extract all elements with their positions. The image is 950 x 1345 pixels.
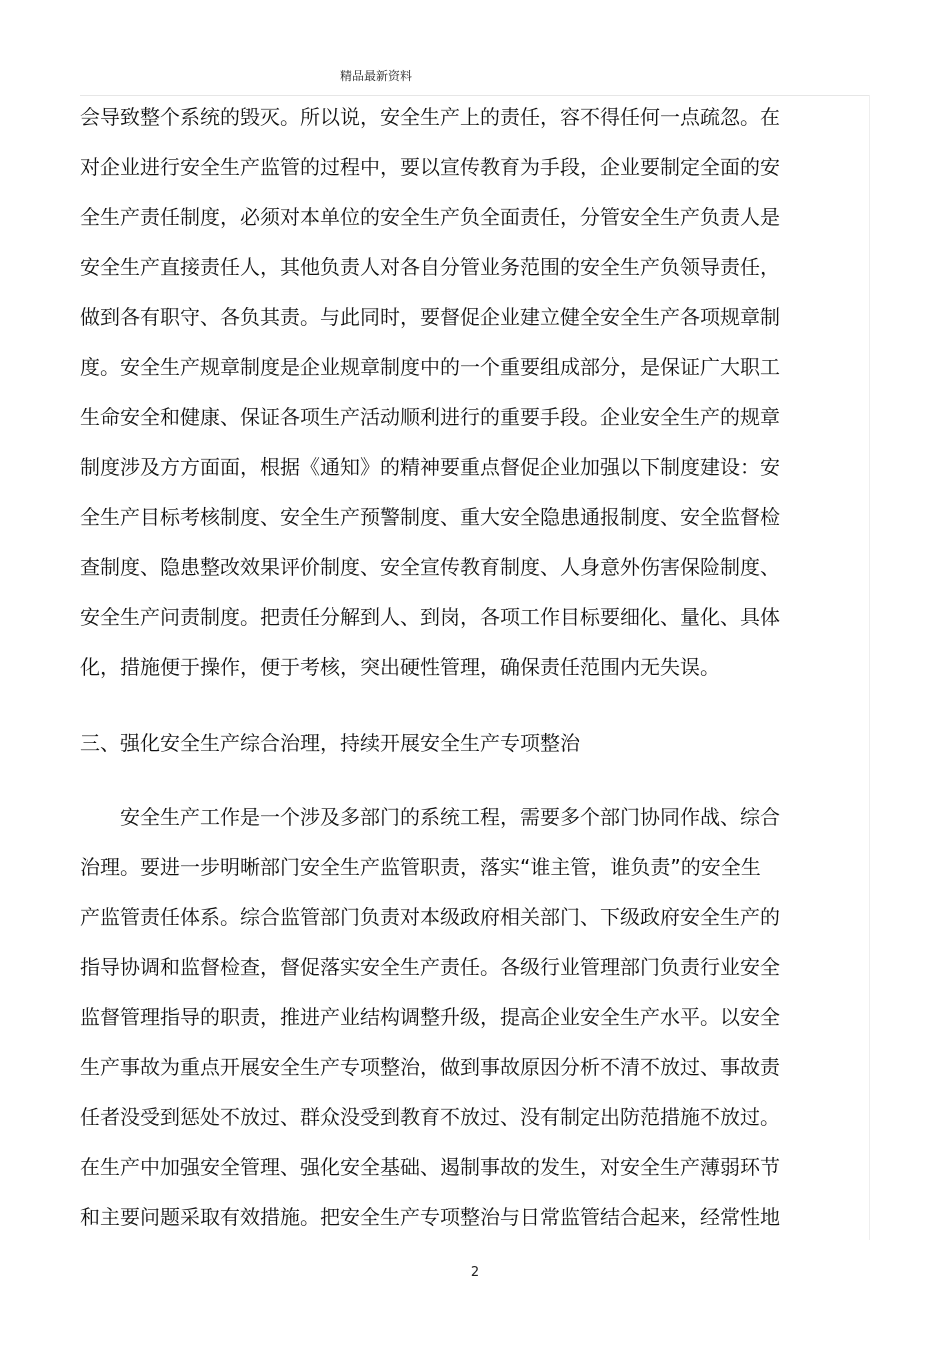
- text-line: 任者没受到惩处不放过、群众没受到教育不放过、没有制定出防范措施不放过。: [80, 1105, 780, 1129]
- page-header: 精品最新资料: [340, 69, 413, 83]
- margin-rule: [869, 95, 870, 1240]
- text-line: 化，措施便于操作，便于考核，突出硬性管理，确保责任范围内无失误。: [80, 655, 720, 679]
- text-line: 对企业进行安全生产监管的过程中，要以宣传教育为手段，企业要制定全面的安: [80, 155, 780, 179]
- text-line: 治理。要进一步明晰部门安全生产监管职责，落实“谁主管，谁负责”的安全生: [80, 855, 761, 879]
- text-line: 和主要问题采取有效措施。把安全生产专项整治与日常监管结合起来，经常性地: [80, 1205, 780, 1229]
- text-line: 会导致整个系统的毁灭。所以说，安全生产上的责任，容不得任何一点疏忽。在: [80, 105, 780, 129]
- text-line: 安全生产直接责任人，其他负责人对各自分管业务范围的安全生产负领导责任，: [80, 255, 780, 279]
- text-line: 生产事故为重点开展安全生产专项整治，做到事故原因分析不清不放过、事故责: [80, 1055, 780, 1079]
- text-line: 在生产中加强安全管理、强化安全基础、遏制事故的发生，对安全生产薄弱环节: [80, 1155, 780, 1179]
- text-line: 生命安全和健康、保证各项生产活动顺利进行的重要手段。企业安全生产的规章: [80, 405, 780, 429]
- text-line: 指导协调和监督检查，督促落实安全生产责任。各级行业管理部门负责行业安全: [80, 955, 780, 979]
- text-line: 安全生产问责制度。把责任分解到人、到岗，各项工作目标要细化、量化、具体: [80, 605, 780, 629]
- paragraph-comprehensive-governance: [80, 792, 820, 1242]
- text-line: 度。安全生产规章制度是企业规章制度中的一个重要组成部分，是保证广大职工: [80, 355, 780, 379]
- text-line: 产监管责任体系。综合监管部门负责对本级政府相关部门、下级政府安全生产的: [80, 905, 780, 929]
- text-line: 安全生产工作是一个涉及多部门的系统工程，需要多个部门协同作战、综合: [120, 805, 780, 829]
- text-line: 全生产目标考核制度、安全生产预警制度、重大安全隐患通报制度、安全监督检: [80, 505, 780, 529]
- text-line: 查制度、隐患整改效果评价制度、安全宣传教育制度、人身意外伤害保险制度、: [80, 555, 780, 579]
- text-line: 监督管理指导的职责，推进产业结构调整升级，提高企业安全生产水平。以安全: [80, 1005, 780, 1029]
- section-heading-text: 三、强化安全生产综合治理，持续开展安全生产专项整治: [80, 731, 580, 755]
- section-heading: [80, 718, 820, 768]
- text-line: 制度涉及方方面面，根据《通知》的精神要重点督促企业加强以下制度建设：安: [80, 455, 780, 479]
- text-line: 全生产责任制度，必须对本单位的安全生产负全面责任，分管安全生产负责人是: [80, 205, 780, 229]
- page-number: 2: [470, 1265, 480, 1280]
- text-line: 做到各有职守、各负其责。与此同时，要督促企业建立健全安全生产各项规章制: [80, 305, 780, 329]
- paragraph-responsibility: [80, 92, 820, 692]
